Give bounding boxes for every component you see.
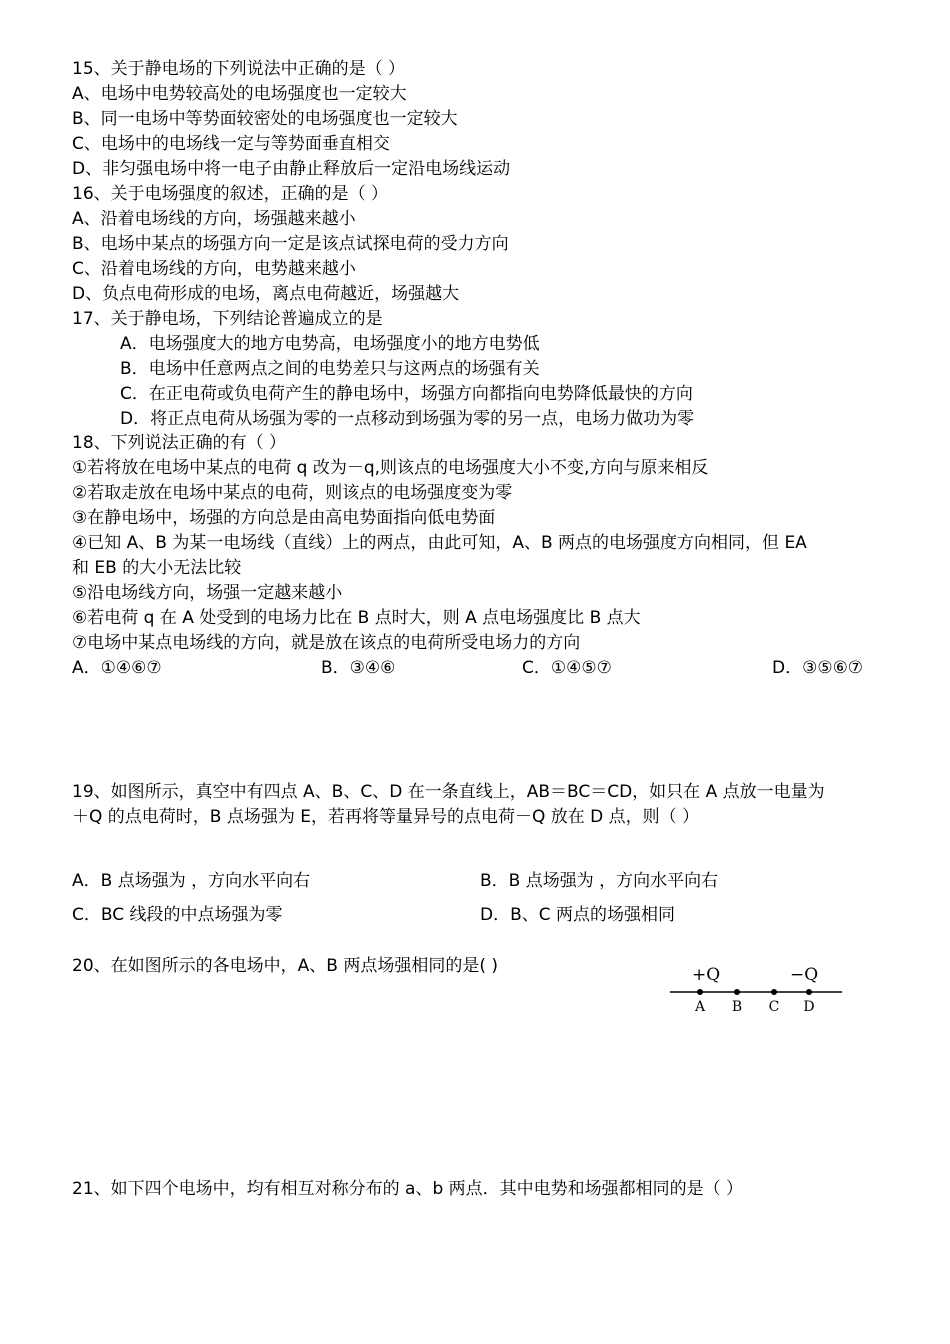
q18-statement-3: ③在静电场中，场强的方向总是由高电势面指向低电势面: [72, 508, 496, 528]
q19-option-b: B．B 点场强为 ，方向水平向右: [480, 871, 719, 891]
q17-option-c: C．在正电荷或负电荷产生的静电场中，场强方向都指向电势降低最快的方向: [120, 384, 693, 404]
q18-statement-4: ④已知 A、B 为某一电场线（直线）上的两点，由此可知，A、B 两点的电场强度方向相同，但 EA: [72, 533, 807, 553]
q18-option-d: D．③⑤⑥⑦: [772, 658, 864, 678]
q18-stem: 18、下列说法正确的有（ ）: [72, 433, 287, 453]
q16-option-b: B、电场中某点的场强方向一定是该点试探电荷的受力方向: [72, 234, 509, 254]
point-a-label: A: [694, 999, 706, 1015]
q18-statement-5: ⑤沿电场线方向，场强一定越来越小: [72, 583, 343, 603]
q15-stem: 15、关于静电场的下列说法中正确的是（ ）: [72, 59, 406, 79]
q19-stem-line2: ＋Q 的点电荷时，B 点场强为 E，若再将等量异号的点电荷－Q 放在 D 点，则（ ）: [72, 807, 700, 827]
q18-option-b: B．③④⑥: [321, 658, 396, 678]
charge-negative-label: −Q: [790, 965, 819, 985]
q18-statement-7: ⑦电场中某点电场线的方向，就是放在该点的电荷所受电场力的方向: [72, 633, 581, 653]
q17-option-a: A．电场强度大的地方电势高，电场强度小的地方电势低: [120, 334, 540, 354]
q17-stem: 17、关于静电场，下列结论普遍成立的是: [72, 309, 383, 329]
q19-option-a: A．B 点场强为 ，方向水平向右: [72, 871, 311, 891]
q16-option-a: A、沿着电场线的方向，场强越来越小: [72, 209, 356, 229]
q16-option-c: C、沿着电场线的方向，电势越来越小: [72, 259, 356, 279]
q18-option-a: A．①④⑥⑦: [72, 658, 162, 678]
q18-option-c: C．①④⑤⑦: [522, 658, 612, 678]
q15-option-a: A、电场中电势较高处的电场强度也一定较大: [72, 84, 407, 104]
point-c-dot: [771, 989, 777, 995]
point-d-dot: [806, 989, 812, 995]
q18-statement-2: ②若取走放在电场中某点的电荷，则该点的电场强度变为零: [72, 483, 513, 503]
q16-stem: 16、关于电场强度的叙述，正确的是（ ）: [72, 184, 389, 204]
q15-option-d: D、非匀强电场中将一电子由静止释放后一定沿电场线运动: [72, 159, 511, 179]
q19-option-d: D．B、C 两点的场强相同: [480, 905, 676, 925]
charge-positive-label: +Q: [692, 965, 721, 985]
point-b-label: B: [731, 999, 743, 1015]
q16-option-d: D、负点电荷形成的电场，离点电荷越近，场强越大: [72, 284, 460, 304]
q19-option-c: C．BC 线段的中点场强为零: [72, 905, 283, 925]
point-d-label: D: [803, 999, 815, 1015]
q19-stem-line1: 19、如图所示，真空中有四点 A、B、C、D 在一条直线上，AB＝BC＝CD，如只在 A 点放一电量为: [72, 782, 825, 802]
q18-statement-4-cont: 和 EB 的大小无法比较: [72, 558, 242, 578]
point-c-label: C: [768, 999, 780, 1015]
q17-option-b: B．电场中任意两点之间的电势差只与这两点的场强有关: [120, 359, 540, 379]
q17-option-d: D．将正点电荷从场强为零的一点移动到场强为零的另一点，电场力做功为零: [120, 409, 695, 429]
charge-line-figure: [664, 958, 850, 1020]
q20-stem: 20、在如图所示的各电场中，A、B 两点场强相同的是( ): [72, 956, 498, 976]
q21-stem: 21、如下四个电场中，均有相互对称分布的 a、b 两点．其中电势和场强都相同的是（ ）: [72, 1179, 744, 1199]
point-a-dot: [697, 989, 703, 995]
q15-option-c: C、电场中的电场线一定与等势面垂直相交: [72, 134, 390, 154]
point-b-dot: [734, 989, 740, 995]
q18-statement-1: ①若将放在电场中某点的电荷 q 改为－q,则该点的电场强度大小不变,方向与原来相反: [72, 458, 709, 478]
q15-option-b: B、同一电场中等势面较密处的电场强度也一定较大: [72, 109, 458, 129]
q18-statement-6: ⑥若电荷 q 在 A 处受到的电场力比在 B 点时大，则 A 点电场强度比 B 点大: [72, 608, 641, 628]
